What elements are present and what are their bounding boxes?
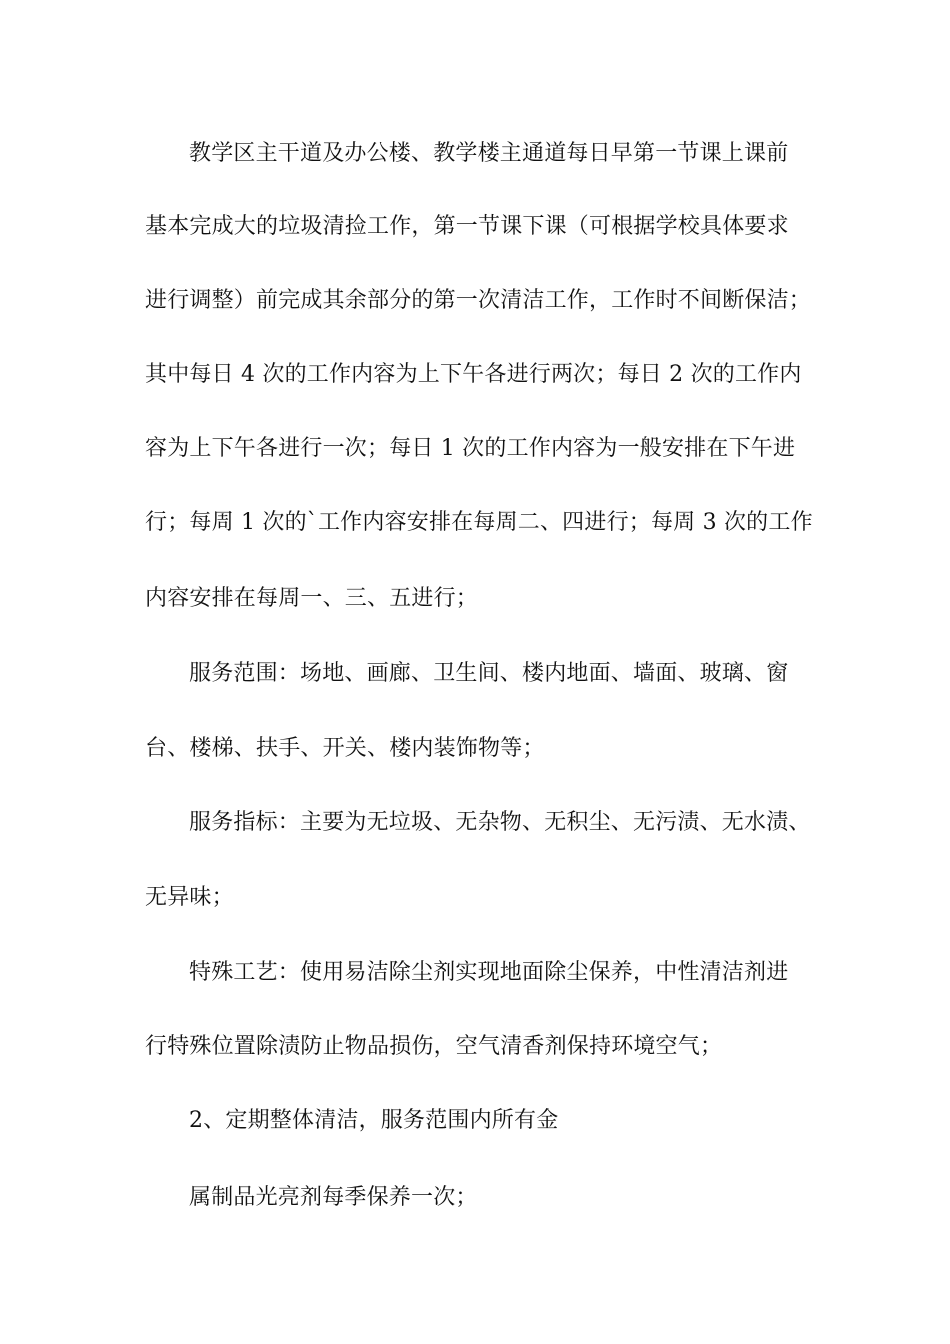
paragraph-line: 2、定期整体清洁，服务范围内所有金 (189, 1108, 559, 1133)
paragraph-line: 其中每日 4 次的工作内容为上下午各进行两次；每日 2 次的工作内 (145, 362, 802, 387)
paragraph-line: 行特殊位置除渍防止物品损伤，空气清香剂保持环境空气； (145, 1034, 723, 1059)
paragraph-line: 属制品光亮剂每季保养一次； (189, 1185, 478, 1210)
paragraph-line: 台、楼梯、扶手、开关、楼内装饰物等； (145, 736, 545, 761)
paragraph-line: 服务范围：场地、画廊、卫生间、楼内地面、墙面、玻璃、窗 (189, 661, 789, 686)
paragraph-line: 特殊工艺：使用易洁除尘剂实现地面除尘保养，中性清洁剂进 (189, 960, 789, 985)
paragraph-line: 容为上下午各进行一次；每日 1 次的工作内容为一般安排在下午进 (145, 436, 796, 461)
paragraph-line: 基本完成大的垃圾清捡工作，第一节课下课（可根据学校具体要求 (145, 214, 789, 239)
paragraph-line: 教学区主干道及办公楼、教学楼主通道每日早第一节课上课前 (189, 141, 789, 166)
paragraph-line: 行；每周 1 次的`工作内容安排在每周二、四进行；每周 3 次的工作 (145, 510, 813, 535)
paragraph-line: 内容安排在每周一、三、五进行； (145, 586, 479, 611)
paragraph-line: 服务指标：主要为无垃圾、无杂物、无积尘、无污渍、无水渍、 (189, 810, 811, 835)
paragraph-line: 无异味； (145, 885, 234, 910)
paragraph-line: 进行调整）前完成其余部分的第一次清洁工作，工作时不间断保洁； (145, 288, 812, 313)
